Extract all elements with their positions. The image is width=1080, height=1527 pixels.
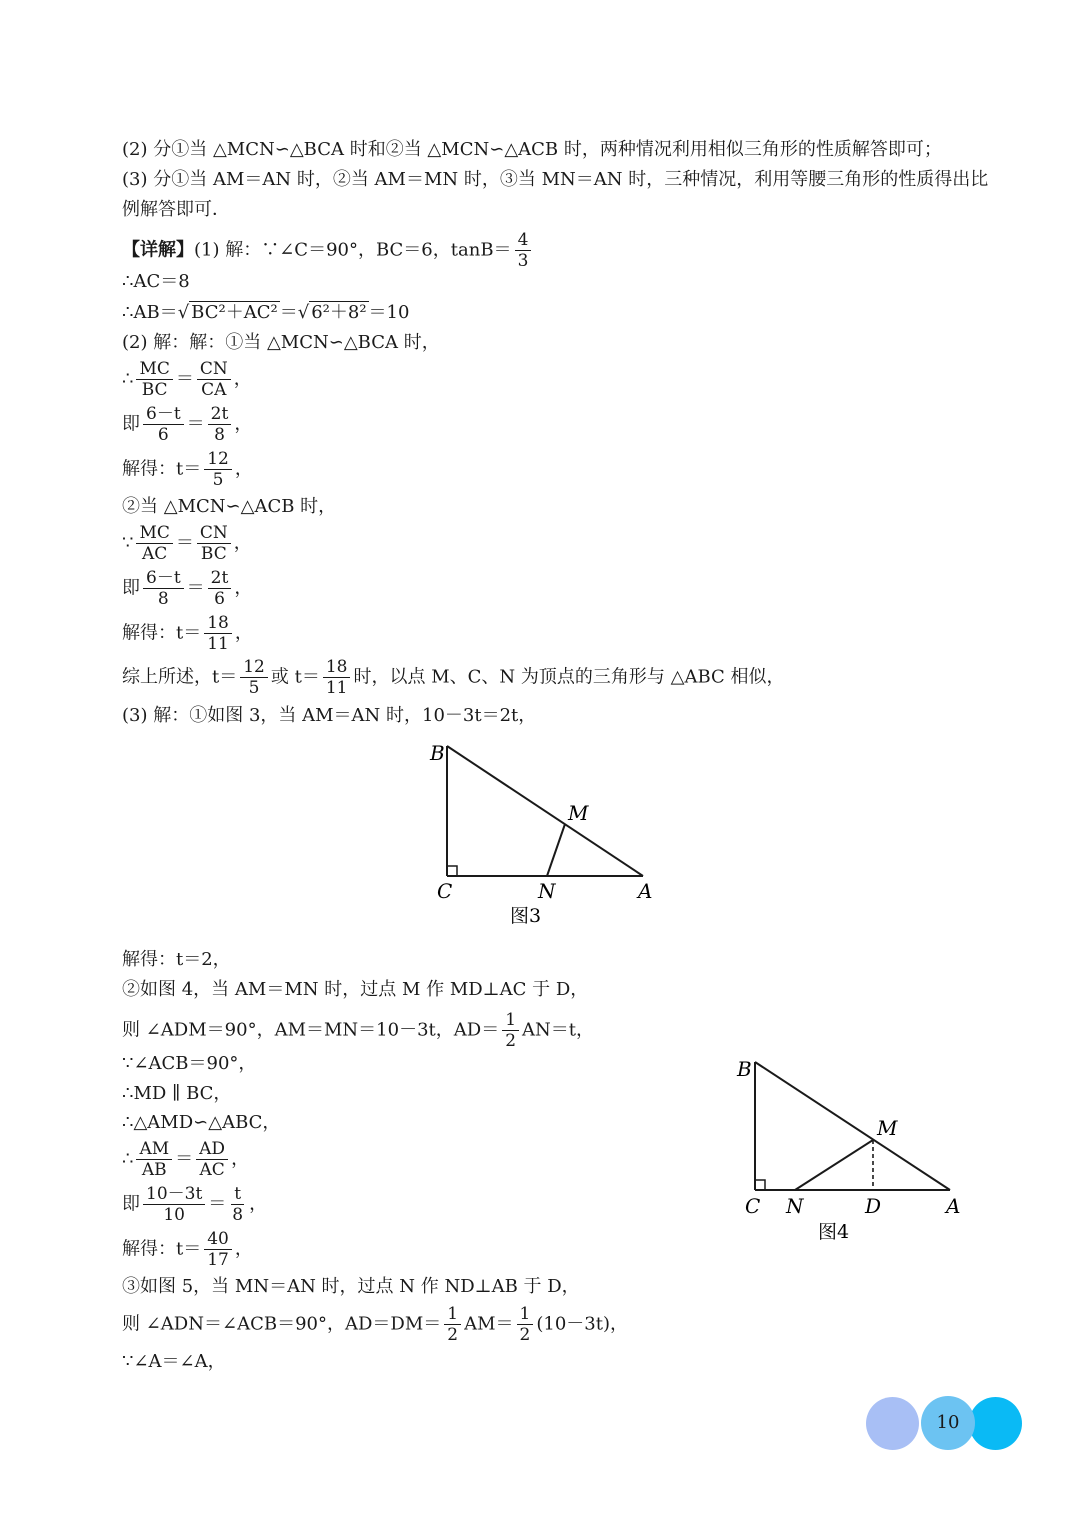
segment-mn — [795, 1140, 873, 1190]
case3-relations: 则 ∠ADN＝∠ACB＝90°，AD＝DM＝ $\frac{1}{2}$ AM＝ $\frac{1}{2}$ (10－3t)， — [122, 1304, 628, 1345]
label-n: N — [538, 879, 556, 903]
label-m: M — [568, 801, 589, 825]
part3-case2-heading: ②如图 4，当 AM＝MN 时，过点 M 作 MD⊥AC 于 D， — [122, 979, 589, 1000]
label-d: D — [865, 1194, 882, 1218]
label-n: N — [786, 1194, 804, 1218]
label-c: C — [437, 879, 453, 903]
solution-line: 解得：t＝ $\frac{40}{17}$ ， — [122, 1229, 253, 1270]
label-b: B — [430, 741, 445, 765]
solution-line: 解得：t＝ $\frac{18}{11}$ ， — [122, 613, 253, 654]
label-a: A — [946, 1194, 961, 1218]
angle-acb-line: ∵∠ACB＝90°， — [122, 1053, 257, 1074]
side-ab — [755, 1062, 950, 1190]
fraction: $\frac{4}{3}$ — [515, 230, 532, 271]
equation-line: 即 $\frac{10-3t}{10}$ ＝ $\frac{t}{8}$ ， — [122, 1184, 268, 1225]
equation-line: ∵ $\frac{MC}{AC}$ ＝ $\frac{CN}{BC}$ ， — [122, 523, 252, 564]
part2-case1-heading: (2) 解：解：①当 △MCN∽△BCA 时， — [122, 332, 440, 353]
page-number: 10 — [936, 1412, 960, 1433]
badge-right-circle — [969, 1397, 1022, 1450]
equation-line: 即 $\frac{6-t}{6}$ ＝ $\frac{2t}{8}$ ， — [122, 404, 253, 445]
right-angle-mark — [755, 1180, 765, 1190]
ab-result: ∴AB＝√ BC²＋AC² ＝√ 6²＋8² ＝10 — [122, 302, 410, 323]
equation-line: ∴ $\frac{MC}{BC}$ ＝ $\frac{CN}{CA}$ ， — [122, 359, 252, 400]
segment-mn — [547, 824, 565, 876]
side-ab — [447, 746, 643, 876]
label-a: A — [638, 879, 653, 903]
part3-case1-heading: (3) 解：①如图 3，当 AM＝AN 时，10－3t＝2t， — [122, 705, 537, 726]
label-b: B — [737, 1057, 752, 1081]
summary-line: 综上所述，t＝ $\frac{12}{5}$ 或 t＝ $\frac{18}{11}$ 时，以点 M、C、N 为顶点的三角形与 △ABC 相似， — [122, 657, 785, 698]
angle-equal-line: ∵∠A＝∠A， — [122, 1351, 226, 1372]
analysis-line-2: (2) 分①当 △MCN∽△BCA 时和②当 △MCN∽△ACB 时，两种情况利用相似三角形的性质解答即可； — [122, 139, 942, 160]
figure-3 — [400, 736, 690, 932]
part2-case2-heading: ②当 △MCN∽△ACB 时， — [122, 496, 337, 517]
figure-3-caption: 图3 — [510, 905, 542, 927]
label-m: M — [877, 1116, 898, 1140]
right-angle-mark — [447, 866, 457, 876]
ac-result: ∴AC＝8 — [122, 271, 190, 292]
label-c: C — [745, 1194, 761, 1218]
case2-relations: 则 ∠ADM＝90°，AM＝MN＝10－3t，AD＝ $\frac{1}{2}$ AN＝t， — [122, 1010, 595, 1051]
detail-label: 【详解】 — [122, 239, 194, 261]
figure-4 — [720, 1050, 980, 1250]
analysis-line-3: (3) 分①当 AM＝AN 时，②当 AM＝MN 时，③当 MN＝AN 时，三种情况，利用等腰三角形的性质得出比 — [122, 169, 989, 190]
sqrt-expression: 6²＋8² — [311, 302, 367, 323]
analysis-line-3-cont: 例解答即可． — [122, 199, 230, 220]
parallel-line: ∴MD ∥ BC， — [122, 1083, 232, 1104]
equation-line: 即 $\frac{6-t}{8}$ ＝ $\frac{2t}{6}$ ， — [122, 568, 253, 609]
sqrt-expression: BC²＋AC² — [191, 302, 278, 323]
solution-part1-line: 【详解】(1) 解：∵∠C＝90°，BC＝6，tanB＝ $\frac{4}{3}$ — [122, 230, 534, 271]
solution-line: 解得：t＝2， — [122, 949, 231, 970]
solution-line: 解得：t＝ $\frac{12}{5}$ ， — [122, 449, 253, 490]
part3-case3-heading: ③如图 5，当 MN＝AN 时，过点 N 作 ND⊥AB 于 D， — [122, 1276, 580, 1297]
figure-4-caption: 图4 — [818, 1221, 850, 1243]
equation-line: ∴ $\frac{AM}{AB}$ ＝ $\frac{AD}{AC}$ ， — [122, 1139, 250, 1180]
similar-line: ∴△AMD∽△ABC， — [122, 1112, 281, 1133]
badge-left-circle — [866, 1397, 919, 1450]
